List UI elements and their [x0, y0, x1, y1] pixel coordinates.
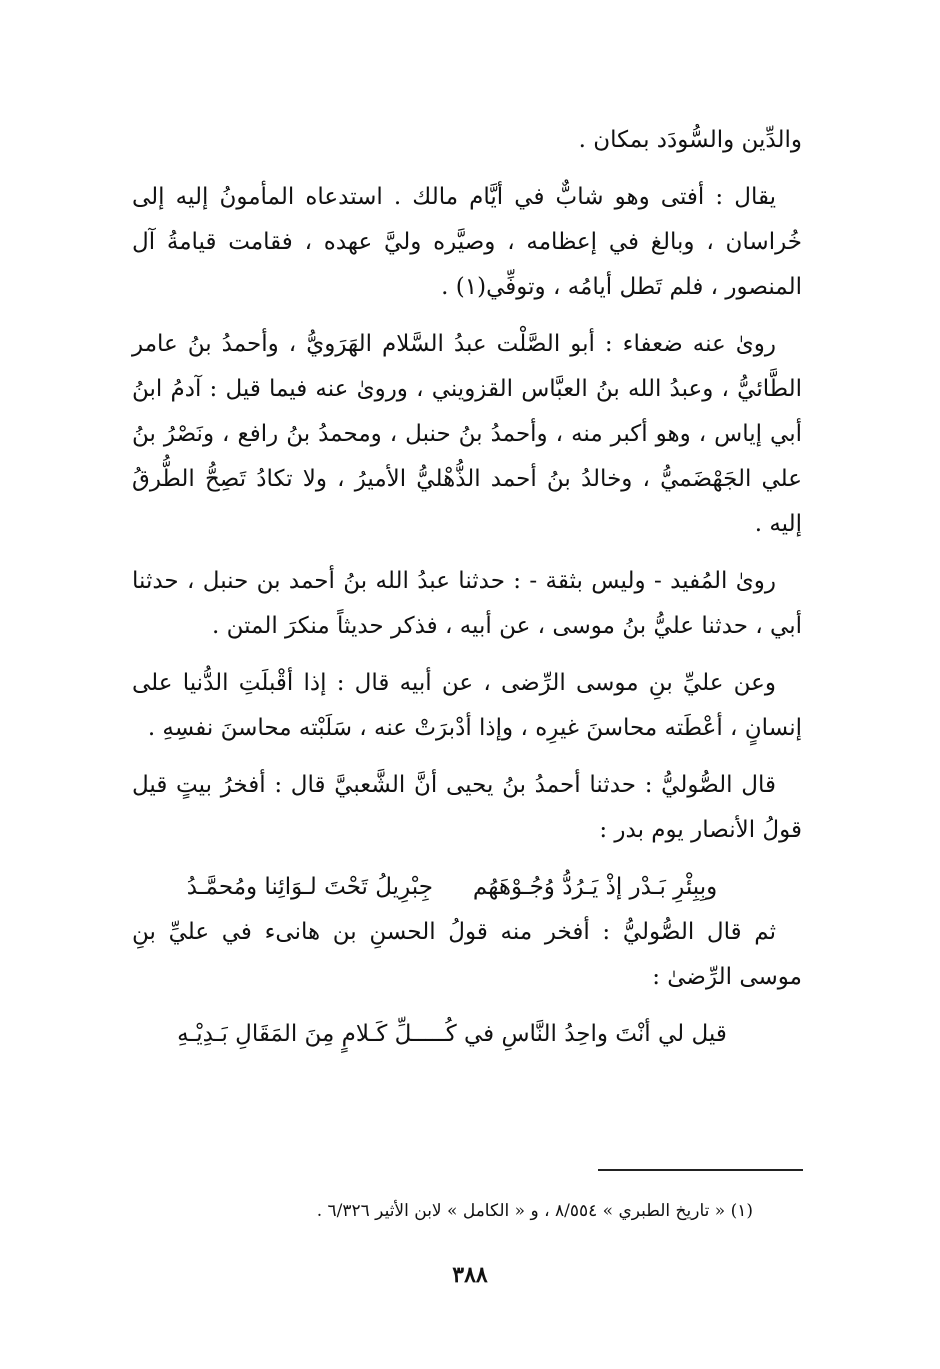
verse-1-second-hemistich: جِبْرِيلُ تَحْتَ لـوَائِنا ومُحمَّـدُ — [186, 874, 433, 900]
paragraph-6: قال الصُّوليُّ : حدثنا أحمدُ بنُ يحيى أنَّ الشَّعبيَّ قال : أفخرُ بيتٍ قيل قولُ الأنصار يوم بدر : — [132, 772, 802, 843]
verse-2 — [132, 1012, 802, 1057]
paragraph-7: ثم قال الصُّوليُّ : أفخر منه قولُ الحسنِ بن هانىء في عليِّ بنِ موسى الرِّضىٰ : — [132, 919, 802, 990]
paragraph-5: وعن عليِّ بنِ موسى الرِّضى ، عن أبيه قال : إذا أقْبلَتِ الدُّنيا على إنسانٍ ، أعْطَته محاسنَ غيرِه ، وإذا أدْبرَتْ عنه ، سَلَبْته محاسنَ نفسِهِ . — [132, 670, 802, 741]
main-text — [132, 118, 802, 1057]
paragraph-1: والدِّين والسُّودَد بمكان . — [578, 127, 802, 153]
footnote-divider — [598, 1169, 803, 1171]
verse-2-line: قيل لي أنْتَ واحِدُ النَّاسِ في كُـــــلِّ كَـلامٍ مِنَ المَقَالِ بَـدِيْـهِ — [177, 1021, 727, 1047]
paragraph-4: روىٰ المُفيد - وليس بثقة - : حدثنا عبدُ الله بنُ أحمد بن حنبل ، حدثنا أبي ، حدثنا عليُّ بنُ موسى ، عن أبيه ، فذكر حديثاً منكرَ المتن . — [132, 568, 802, 639]
footnote: (١) « تاريخ الطبري » ٨/٥٥٤ ، و « الكامل » لابن الأثير ٦/٣٢٦ . — [316, 1201, 753, 1221]
verse-1-first-hemistich: وبِبِئْرِ بَـدْر إذْ يَـرُدُّ وُجُـوْهَهُم — [472, 874, 718, 900]
page-number: ٣٨٨ — [452, 1262, 488, 1288]
verse-1 — [132, 865, 802, 910]
paragraph-3: روىٰ عنه ضعفاء : أبو الصَّلْت عبدُ السَّلام الهَرَويُّ ، وأحمدُ بنُ عامر الطَّائيُّ ، وعبدُ الله بنُ العبَّاس القزويني ، وروىٰ عنه فيما قيل : آدمُ ابنُ أبي إياس ، وهو أكبر منه ، وأحمدُ بنُ حنبل ، ومحمدُ بنُ رافع ، ونَصْرُ بنُ علي الجَهْضَميُّ ، وخالدُ بنُ أحمد الذُّهْليُّ الأميرُ ، ولا تكادُ تَصِحُّ الطُّرقُ إليه . — [132, 331, 802, 537]
paragraph-2: يقال : أفتى وهو شابٌّ في أيَّام مالك . استدعاه المأمونُ إليه إلى خُراسان ، وبالغ في إعظامه ، وصيَّره وليَّ عهده ، فقامت قيامةُ آل المنصور ، فلم تَطل أيامُه ، وتوفِّي(١) . — [132, 184, 802, 300]
